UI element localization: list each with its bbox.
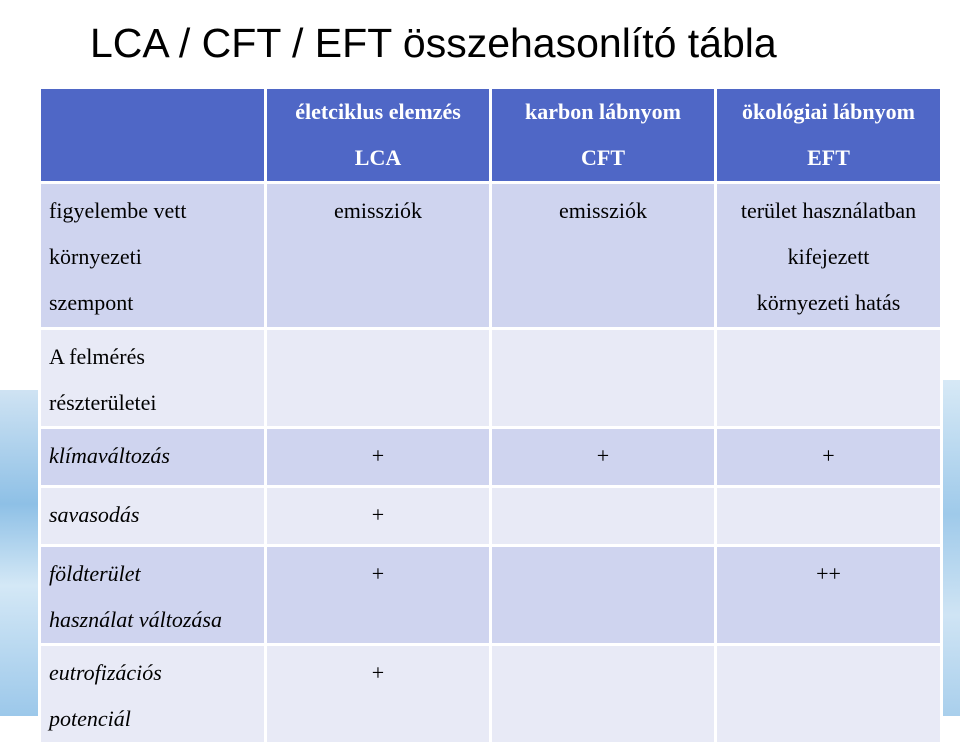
cell-assessment-lca <box>266 329 491 428</box>
header-eft-name: ökológiai lábnyom <box>742 99 915 124</box>
row-label-line: potenciál <box>49 706 131 731</box>
header-eft-abbr: EFT <box>807 145 850 170</box>
row-label-environment <box>40 183 266 329</box>
comparison-table <box>38 86 943 745</box>
row-label-line: szempont <box>49 290 134 315</box>
header-cell-eft <box>716 88 942 183</box>
row-label-line: A felmérés <box>49 344 145 369</box>
table-row-eutrophication <box>40 645 942 744</box>
cell-environment-eft <box>716 183 942 329</box>
row-label-climate-change: klímaváltozás <box>40 428 266 487</box>
cell-acidification-lca: + <box>266 487 491 546</box>
header-corner-cell <box>40 88 266 183</box>
cell-land-use-eft: ++ <box>716 546 942 645</box>
row-label-line: figyelembe vett <box>49 198 187 223</box>
row-label-line: földterület <box>49 561 141 586</box>
header-cell-lca <box>266 88 491 183</box>
row-label-assessment-areas <box>40 329 266 428</box>
slide-title: LCA / CFT / EFT összehasonlító tábla <box>90 20 777 66</box>
cell-acidification-cft <box>491 487 716 546</box>
row-label-line: eutrofizációs <box>49 660 162 685</box>
background-decoration-left <box>0 390 40 716</box>
cell-eutrophication-lca: + <box>266 645 491 744</box>
row-label-land-use <box>40 546 266 645</box>
cell-text-line: terület használatban <box>740 198 917 223</box>
header-row <box>40 88 942 183</box>
table-row-acidification <box>40 487 942 546</box>
cell-land-use-cft <box>491 546 716 645</box>
header-cft-abbr: CFT <box>581 145 625 170</box>
table-row-land-use <box>40 546 942 645</box>
cell-eutrophication-cft <box>491 645 716 744</box>
header-lca-name: életciklus elemzés <box>295 99 461 124</box>
cell-environment-lca: emissziók <box>266 183 491 329</box>
cell-assessment-cft <box>491 329 716 428</box>
header-cft-name: karbon lábnyom <box>525 99 681 124</box>
cell-eutrophication-eft <box>716 645 942 744</box>
header-lca-abbr: LCA <box>354 145 402 170</box>
row-label-eutrophication <box>40 645 266 744</box>
cell-land-use-lca: + <box>266 546 491 645</box>
table-row-environment <box>40 183 942 329</box>
row-label-acidification: savasodás <box>40 487 266 546</box>
table-row-assessment-areas <box>40 329 942 428</box>
cell-climate-cft: + <box>491 428 716 487</box>
cell-climate-lca: + <box>266 428 491 487</box>
cell-text-line: kifejezett <box>787 244 870 269</box>
row-label-line: környezeti <box>49 244 142 269</box>
header-cell-cft <box>491 88 716 183</box>
row-label-line: használat változása <box>49 607 222 632</box>
cell-climate-eft: + <box>716 428 942 487</box>
cell-environment-cft: emissziók <box>491 183 716 329</box>
row-label-line: részterületei <box>49 390 157 415</box>
table-row-climate-change <box>40 428 942 487</box>
cell-acidification-eft <box>716 487 942 546</box>
cell-assessment-eft <box>716 329 942 428</box>
cell-text-line: környezeti hatás <box>756 290 901 315</box>
